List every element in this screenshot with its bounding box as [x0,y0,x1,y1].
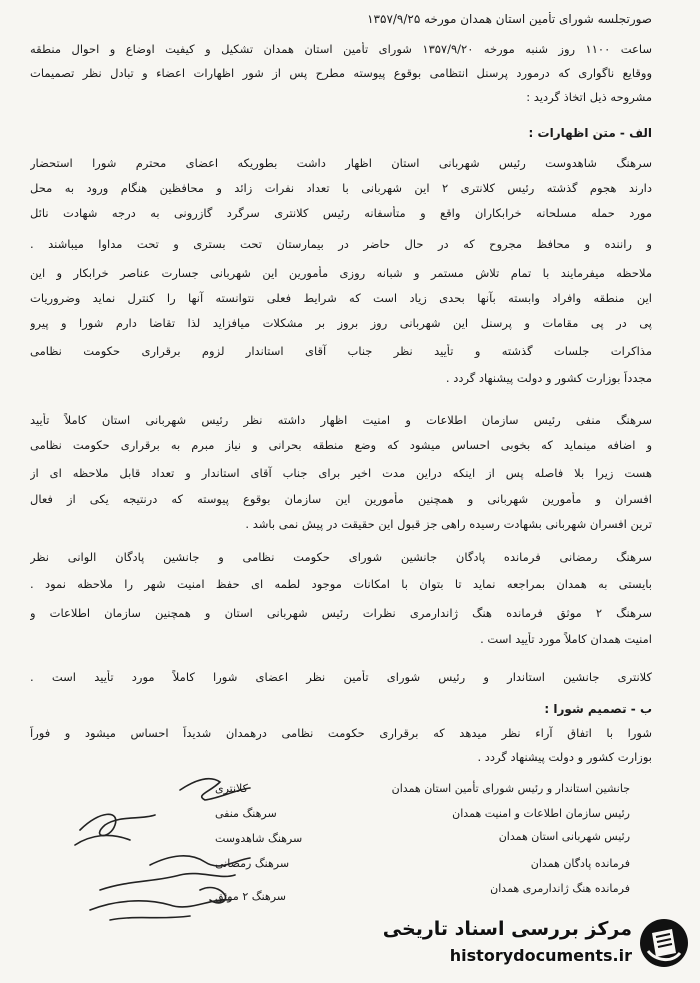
body-line: سرهنگ رمضانی فرمانده پادگان جانشین شورای حکومت نظامی و جانشین پادگان الوانی نظر [30,550,652,564]
body-line: ترین افسران شهربانی بشهادت رسیده راهی جز قبول این حقیقت در پیش نمی باشد . [245,517,652,531]
body-line: مجدداً بوزارت کشور و دولت پیشنهاد گردد . [445,371,652,385]
signatory-name: سرهنگ منفی [215,807,277,820]
decision-line: بوزارت کشور و دولت پیشنهاد گردد . [477,750,652,764]
body-line: سرهنگ شاهدوست رئیس شهربانی استان اظهار داشت بطوریکه اعضای محترم شورا استحضار [30,156,652,170]
handwritten-signatures [60,770,280,940]
body-line: سرهنگ منفی رئیس سازمان اطلاعات و امنیت اظهار داشته نظر رئیس شهربانی استان کاملاً تأیید [30,413,652,427]
signatory-title: رئیس شهربانی استان همدان [498,830,630,843]
document-header: صورتجلسه شورای تأمین استان همدان مورخه ۱۳۵۷/۹/۲۵ [367,12,652,26]
body-line: و اضافه مینماید که بخوبی احساس میشود که وضع منطقه بحرانی و نیاز مبرم به برقراری حکومت نظامی [30,438,652,452]
body-line: افسران و مأمورین شهربانی و همچنین مأمورین این سازمان بوقوع پیوسته که درنتیجه یکی از فعال [30,492,652,506]
body-line: پی در پی مقامات و پرسنل این شهربانی روز بروز بر مشکلات میافزاید لذا تقاضا دارم شورا و پیرو [30,316,652,330]
section-a-heading: الف - متن اظهارات : [528,126,652,140]
intro-line-2: ووقایع ناگواری که درمورد پرسنل انتظامی بوقوع پیوسته مطرح پس از شور اظهارات اعضاء و تبادل نظر تصمیمات [30,66,652,80]
watermark-url: historydocuments.ir [449,946,632,965]
signatory-title: فرمانده پادگان همدان [530,857,630,870]
signatory-name: سرهنگ ۲ موثق [215,890,286,903]
body-line: و راننده و محافظ مجروح که در حال حاضر در بیمارستان تحت بستری و تحت مداوا میباشند . [30,237,652,251]
document-archive-logo-icon [638,917,690,969]
body-line: ملاحظه میفرمایند با تمام تلاش مستمر و شبانه روزی مأمورین این شهربانی جسارت عناصر خرابکار و این [30,266,652,280]
body-line: سرهنگ ۲ موثق فرمانده هنگ ژاندارمری نظرات رئیس شهربانی استان و همچنین سازمان اطلاعات و [30,606,652,620]
section-b-heading: ب - تصمیم شورا : [544,702,652,716]
body-line: مذاکرات جلسات گذشته و تأیید نظر جناب آقای استاندار لزوم برقراری حکومت نظامی [30,344,652,358]
signatory-name: سرهنگ شاهدوست [215,832,303,845]
body-line: مورد حمله مسلحانه خرابکاران واقع و متأسفانه رئیس کلانتری سرگرد گازرونی به درجه شهادت نائل [30,206,652,220]
signatory-title: فرمانده هنگ ژاندارمری همدان [490,882,630,895]
signatory-name: کلانتری [215,782,248,795]
body-line: امنیت همدان کاملاً مورد تأیید است . [480,632,652,646]
body-line: دارند هجوم گذشته رئیس کلانتری ۲ این شهربانی با تعداد نفرات زائد و محافظین هنگام ورود به محل [30,181,652,195]
signatory-title: جانشین استاندار و رئیس شورای تأمین استان همدان [391,782,630,795]
signatory-title: رئیس سازمان اطلاعات و امنیت همدان [452,807,630,820]
archive-watermark [382,915,692,973]
watermark-title: مرکز بررسی اسناد تاریخی [382,918,632,940]
decision-line: شورا با اتفاق آراء نظر میدهد که برقراری حکومت نظامی درهمدان شدیداً احساس میشود و فوراً [30,726,652,740]
body-line: هست زیرا بلا فاصله پس از اینکه دراین مدت اخیر برای جناب آقای استاندار و تعداد قابل ملاحظه ای از [30,466,652,480]
body-line: بایستی به همدان بمراجعه نماید تا بتوان با امکانات موجود لطمه ای حفظ امنیت شهر را ملاحظه نمود . [30,577,652,591]
signatory-name: سرهنگ رمضانی [215,857,290,870]
body-line: این منطقه وافراد وابسته بآنها بحدی زیاد است که شرایط فعلی نتوانسته آنها را کنترل نماید وضروریات [30,291,652,305]
intro-line-1: ساعت ۱۱۰۰ روز شنبه مورخه ۱۳۵۷/۹/۲۰ شورای تأمین استان همدان تشکیل و کیفیت اوضاع و احوال منطقه [30,42,652,56]
body-line: کلانتری جانشین استاندار و رئیس شورای تأمین نظر اعضای شورا کاملاً مورد تأیید است . [30,670,652,684]
intro-line-3: مشروحه ذیل اتخاذ گردید : [526,90,652,104]
